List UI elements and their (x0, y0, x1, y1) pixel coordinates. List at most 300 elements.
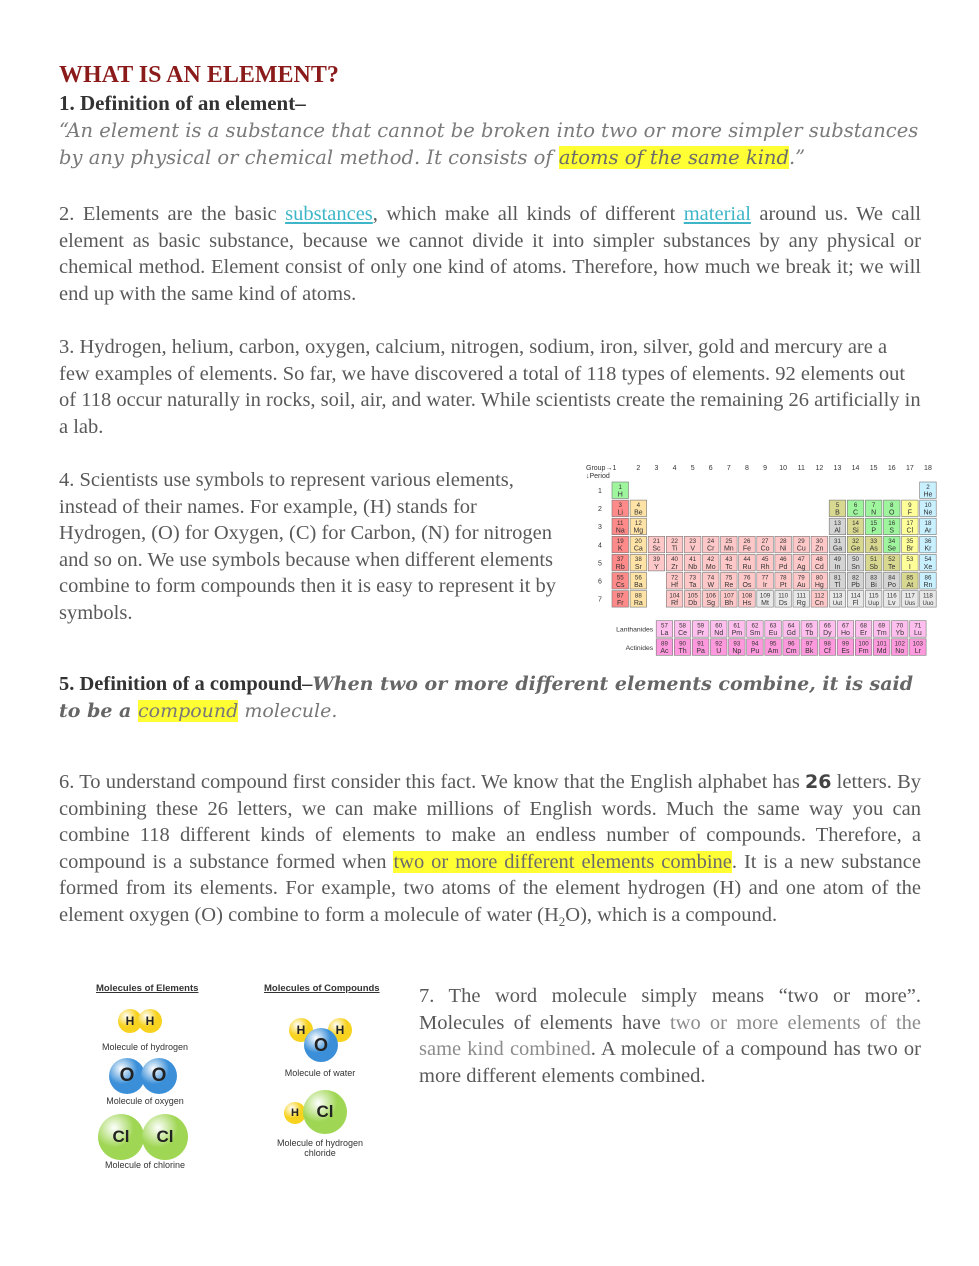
element-symbol: Sc (652, 545, 661, 553)
quote-text: “An element is a substance that cannot be broken into two or more simpler substances by any physical or chemical method. It consists of (59, 119, 919, 169)
atomic-number: 54 (924, 556, 932, 564)
molecules-figure (90, 980, 390, 1180)
element-symbol: S (889, 527, 895, 535)
atomic-number: 70 (896, 622, 904, 630)
element-symbol: Al (834, 527, 841, 535)
element-symbol: Ag (796, 563, 806, 571)
group-number: 9 (763, 465, 768, 472)
element-symbol: Er (860, 630, 868, 638)
p6-text-a: 6. To understand compound first consider this fact. We know that the English alphabet has (59, 771, 805, 793)
group-number: 12 (815, 465, 824, 472)
element-symbol: Ti (671, 545, 678, 553)
atomic-number: 72 (671, 574, 678, 582)
atomic-number: 50 (852, 556, 859, 564)
element-symbol: Be (634, 509, 643, 517)
atomic-number: 59 (697, 622, 705, 630)
element-symbol: Bk (805, 648, 814, 656)
element-symbol: Xe (923, 563, 933, 571)
element-symbol: Na (615, 527, 625, 535)
element-symbol: Bi (870, 581, 877, 589)
element-symbol: Lr (914, 648, 921, 656)
atomic-number: 114 (850, 592, 861, 600)
atomic-number: 30 (815, 538, 823, 546)
element-symbol: Cf (823, 648, 831, 656)
element-symbol: Sb (869, 563, 878, 571)
atomic-number: 109 (759, 592, 771, 600)
element-symbol: Li (617, 509, 623, 517)
p4-text: 4. Scientists use symbols to represent various elements, instead of their names. For example, (H) stands for Hydrogen, (O) for Oxygen, (C) for Carbon, (N) for nitrogen and so on. We use symbols because when different elements combine to form compounds then it is easy to represent it by symbols. (59, 469, 557, 624)
period-label: ↓Period (586, 473, 610, 480)
atomic-number: 61 (733, 622, 741, 630)
atomic-number: 73 (689, 574, 697, 582)
element-symbol: Hs (742, 600, 752, 607)
compound-highlight: compound (137, 699, 239, 722)
chlorine-atom: Cl (142, 1114, 188, 1160)
hydrogen-caption: Molecule of hydrogen (101, 1042, 189, 1052)
group-number: 16 (887, 465, 896, 472)
element-symbol: Cs (615, 581, 625, 589)
element-symbol: Cn (814, 600, 824, 607)
group-number: 11 (797, 465, 805, 472)
material-link[interactable]: material (683, 203, 751, 225)
substances-link[interactable]: substances (285, 203, 373, 225)
element-symbol: Ge (850, 545, 861, 553)
atomic-number: 71 (914, 622, 922, 630)
element-symbol: Mt (761, 600, 769, 607)
group-number: 13 (833, 465, 842, 472)
element-symbol: Mn (723, 545, 734, 553)
element-symbol: C (853, 509, 859, 517)
atomic-number: 116 (886, 592, 897, 600)
p2-text-b: , which make all kinds of different (372, 203, 684, 225)
element-symbol: K (617, 545, 623, 553)
atomic-number: 14 (852, 520, 859, 527)
atomic-number: 87 (616, 592, 624, 600)
element-symbol: Re (724, 581, 734, 589)
atomic-number: 77 (761, 574, 769, 582)
atomic-number: 100 (858, 640, 869, 648)
atomic-number: 10 (924, 501, 932, 509)
atomic-number: 89 (661, 640, 668, 648)
atomic-number: 66 (823, 622, 831, 630)
p2-text-a: 2. Elements are the basic (59, 203, 286, 225)
element-symbol: Cu (796, 545, 806, 553)
p2-text-c: around us. We call element as basic substance, because we cannot divide it into simpler substances by any physical or chemical method. Element consist of only one kind of atoms. Therefore, how much we break it; we will end up with the same kind of atoms. (59, 203, 921, 305)
atomic-number: 55 (616, 574, 624, 582)
hydrogen-atom: H (284, 1102, 306, 1124)
atomic-number: 29 (797, 538, 805, 546)
period-number: 6 (598, 578, 602, 586)
molecules-of-elements-heading: Molecules of Elements (96, 983, 199, 994)
element-symbol: Np (732, 648, 742, 656)
element-symbol: Am (767, 648, 779, 656)
molecules-of-compounds-heading: Molecules of Compounds (264, 983, 380, 994)
atomic-number: 31 (834, 538, 841, 546)
atomic-number: 13 (834, 520, 841, 527)
atomic-number: 40 (671, 556, 678, 564)
element-symbol: Si (852, 527, 859, 535)
atomic-number: 115 (868, 592, 879, 600)
element-symbol: Br (906, 545, 914, 553)
atomic-number: 80 (815, 574, 823, 582)
compound-definition-label: 5. Definition of a compound– (59, 673, 313, 695)
group-number: 15 (869, 465, 878, 472)
element-symbol: I (908, 563, 911, 571)
atomic-number: 12 (634, 520, 642, 527)
element-symbol: Ar (924, 527, 932, 535)
atomic-number: 81 (834, 574, 841, 582)
element-symbol: Sn (851, 563, 860, 571)
element-symbol: As (869, 545, 878, 553)
element-symbol: Uup (868, 601, 880, 607)
atomic-number: 110 (778, 592, 789, 600)
element-symbol: Uus (904, 601, 916, 607)
element-symbol: Hg (814, 581, 824, 589)
element-symbol: V (690, 545, 695, 553)
element-symbol: Se (887, 545, 897, 553)
element-symbol: Rg (796, 600, 806, 607)
atomic-number: 53 (906, 556, 914, 564)
element-symbol: Ba (634, 581, 643, 589)
element-symbol: Rb (615, 563, 625, 571)
atomic-number: 64 (787, 622, 795, 630)
atomic-number: 67 (842, 622, 849, 630)
atomic-number: 11 (617, 520, 624, 527)
atomic-number: 7 (871, 501, 876, 509)
p6-highlight: two or more different elements combine (393, 850, 732, 873)
element-symbol: Au (796, 581, 806, 589)
p6-text-d: O), which is a compound. (565, 903, 778, 926)
element-symbol: W (707, 581, 715, 589)
atomic-number: 8 (890, 501, 894, 509)
atomic-number: 108 (741, 592, 753, 600)
p3-text: 3. Hydrogen, helium, carbon, oxygen, calcium, nitrogen, sodium, iron, silver, gold and mercury are a few examples of elements. So far, we have discovered a total of 118 types of elements. 92 elements out of 118 occur naturally in rocks, soil, air, and water. While scientists create the remaining 26 artificially in a lab. (59, 336, 921, 438)
element-symbol: Rn (923, 581, 933, 589)
element-symbol: Mg (633, 527, 644, 535)
p7-text-b: . A molecule of a compound has two or more different elements combined. (419, 1038, 921, 1087)
element-symbol: Pm (731, 630, 743, 638)
hydrogen-atom: H (138, 1009, 162, 1033)
atomic-number: 46 (779, 556, 787, 564)
hydrogen-atom: H (328, 1018, 352, 1042)
element-symbol: Pr (697, 630, 705, 638)
atomic-number: 4 (636, 501, 641, 509)
element-symbol: Ho (840, 630, 850, 638)
element-symbol: In (834, 563, 841, 571)
atomic-number: 97 (805, 640, 813, 648)
atomic-number: 75 (725, 574, 733, 582)
compound-definition-text: When two or more different elements combine, it is said to be a (59, 673, 914, 722)
number-26: 26 (805, 771, 832, 793)
element-symbol: Bh (724, 600, 734, 607)
water-caption: Molecule of water (284, 1068, 356, 1078)
element-symbol: Pt (779, 581, 787, 589)
element-symbol: Ta (688, 581, 697, 589)
atomic-number: 3 (618, 501, 622, 509)
element-symbol: Fl (852, 600, 859, 607)
group-number: 5 (690, 465, 695, 472)
paragraph-5 (59, 671, 921, 724)
atomic-number: 63 (769, 622, 777, 630)
atomic-number: 23 (689, 538, 697, 546)
element-symbol: Rh (760, 563, 770, 571)
heading-block (59, 60, 921, 171)
atomic-number: 22 (671, 538, 678, 546)
element-symbol: Pb (851, 581, 860, 589)
period-number: 1 (598, 488, 602, 495)
hcl-caption: Molecule of hydrogen chloride (276, 1138, 364, 1158)
atomic-number: 60 (715, 622, 723, 630)
group-number: 2 (636, 465, 641, 472)
element-symbol: Fe (742, 545, 752, 553)
element-symbol: Ga (832, 545, 843, 553)
paragraph-7 (419, 983, 921, 1089)
element-symbol: Dy (823, 630, 832, 638)
atomic-number: 45 (761, 556, 769, 564)
atomic-number: 15 (870, 520, 878, 527)
element-symbol: Tl (834, 581, 841, 589)
element-symbol: Cm (785, 648, 797, 656)
element-symbol: Ra (633, 600, 643, 607)
atomic-number: 48 (815, 556, 823, 564)
chlorine-atom: Cl (303, 1090, 347, 1134)
atomic-number: 118 (923, 592, 933, 600)
atomic-number: 117 (904, 592, 915, 600)
paragraph-4 (59, 467, 559, 627)
atomic-number: 85 (906, 574, 914, 582)
atomic-number: 19 (616, 538, 624, 546)
element-symbol: Gd (786, 630, 796, 638)
element-symbol: Nb (688, 563, 698, 571)
element-symbol: No (895, 648, 905, 656)
atomic-number: 91 (697, 640, 705, 648)
atomic-number: 20 (634, 538, 642, 546)
atomic-number: 79 (797, 574, 805, 582)
element-symbol: Tm (876, 630, 887, 638)
atomic-number: 90 (679, 640, 686, 648)
atomic-number: 17 (906, 520, 914, 527)
group-number: 7 (726, 465, 731, 472)
element-symbol: Ds (778, 600, 788, 607)
element-symbol: Zr (671, 563, 678, 571)
page-title: WHAT IS AN ELEMENT? (59, 62, 339, 88)
element-symbol: Ni (779, 545, 787, 553)
atomic-number: 52 (888, 556, 896, 564)
atomic-number: 51 (870, 556, 878, 564)
period-number: 5 (598, 560, 602, 568)
element-symbol: H (617, 491, 623, 499)
oxygen-caption: Molecule of oxygen (106, 1096, 184, 1106)
group-number: 17 (905, 465, 914, 472)
actinides-label: Actinides (625, 644, 654, 652)
atomic-number: 9 (908, 501, 912, 509)
atomic-number: 76 (743, 574, 751, 582)
atomic-number: 25 (725, 538, 733, 546)
element-symbol: Rf (671, 600, 679, 607)
element-symbol: Fm (858, 648, 869, 656)
atomic-number: 62 (751, 622, 759, 630)
atomic-number: 38 (634, 556, 642, 564)
element-symbol: Pd (778, 563, 788, 571)
atomic-number: 6 (853, 501, 858, 509)
element-symbol: Ac (660, 648, 669, 656)
atomic-number: 43 (725, 556, 733, 564)
element-symbol: Mo (705, 563, 716, 571)
atomic-number: 34 (888, 538, 896, 546)
atomic-number: 93 (733, 640, 741, 648)
atomic-number: 101 (876, 640, 887, 648)
atomic-number: 35 (906, 538, 914, 546)
lanthanides-label: Lanthanides (616, 626, 654, 634)
period-number: 2 (598, 506, 602, 514)
atomic-number: 57 (661, 622, 668, 630)
atomic-number: 68 (860, 622, 867, 630)
group-label: Group→1 (586, 465, 617, 472)
oxygen-atom: O (109, 1058, 145, 1094)
quote-highlight: atoms of the same kind (558, 146, 789, 169)
element-symbol: Co (760, 545, 770, 553)
element-symbol: Lv (888, 600, 896, 607)
element-symbol: O (889, 509, 895, 517)
element-symbol: La (660, 630, 669, 638)
element-symbol: Fr (616, 600, 624, 607)
element-definition-heading: 1. Definition of an element– (59, 91, 306, 115)
oxygen-atom: O (304, 1028, 338, 1062)
element-symbol: Lu (913, 630, 922, 638)
element-symbol: Yb (895, 630, 905, 638)
atomic-number: 98 (823, 640, 831, 648)
atomic-number: 84 (888, 574, 896, 582)
atomic-number: 104 (669, 592, 680, 600)
element-symbol: Zn (815, 545, 824, 553)
element-symbol: Sr (634, 563, 642, 571)
element-symbol: Uuo (922, 601, 934, 607)
element-symbol: Cl (906, 527, 914, 535)
element-symbol: N (871, 509, 877, 517)
paragraph-6 (59, 769, 921, 936)
element-symbol: Hf (671, 581, 679, 589)
atomic-number: 49 (834, 556, 841, 564)
element-symbol: Ce (678, 630, 688, 638)
element-symbol: Th (678, 648, 687, 656)
atomic-number: 83 (870, 574, 878, 582)
element-symbol: He (923, 491, 933, 499)
element-symbol: Kr (924, 545, 932, 553)
element-symbol: Ru (742, 563, 752, 571)
atomic-number: 86 (924, 574, 932, 582)
atomic-number: 26 (743, 538, 751, 546)
p7-text-a: 7. The word molecule simply means “two or more”. Molecules of elements have (419, 985, 921, 1034)
element-symbol: Eu (768, 630, 778, 638)
atomic-number: 5 (835, 501, 840, 509)
atomic-number: 82 (852, 574, 859, 582)
atomic-number: 112 (814, 592, 825, 600)
element-symbol: Sm (749, 630, 761, 638)
paragraph-3 (59, 334, 921, 440)
atomic-number: 44 (743, 556, 751, 564)
element-symbol: Po (887, 581, 897, 589)
atomic-number: 27 (761, 538, 769, 546)
atomic-number: 1 (618, 483, 622, 491)
element-symbol: Y (654, 563, 659, 571)
atomic-number: 37 (616, 556, 624, 564)
atomic-number: 69 (878, 622, 886, 630)
atomic-number: 105 (687, 592, 698, 600)
paragraph-2 (59, 201, 921, 307)
p6-text-b: letters. By combining these 26 letters, we can make millions of English words. Much the same way you can combine 118 different kinds of elements to make an endless number of compounds. Therefore, a compound is a substance formed when (59, 771, 921, 873)
element-symbol: Tc (725, 563, 733, 571)
element-symbol: F (907, 509, 912, 517)
element-definition-quote (59, 117, 921, 171)
atomic-number: 2 (926, 483, 930, 491)
group-number: 18 (924, 465, 932, 472)
atomic-number: 111 (796, 592, 806, 600)
atomic-number: 28 (779, 538, 787, 546)
group-number: 10 (779, 465, 788, 472)
compound-definition-end: molecule. (238, 699, 338, 722)
atomic-number: 88 (634, 592, 642, 600)
period-number: 3 (598, 524, 602, 532)
atomic-number: 103 (912, 640, 924, 648)
atomic-number: 106 (705, 592, 716, 600)
element-symbol: Es (841, 648, 850, 656)
atomic-number: 36 (924, 538, 932, 546)
quote-end: .” (788, 146, 806, 169)
atomic-number: 95 (769, 640, 777, 648)
group-number: 6 (708, 465, 713, 472)
hydrogen-atom: H (118, 1009, 142, 1033)
hydrogen-atom: H (289, 1018, 313, 1042)
element-symbol: Ne (923, 509, 933, 517)
p7-gray-text: two or more elements of the same kind combined (419, 1011, 921, 1061)
atomic-number: 58 (679, 622, 686, 630)
atomic-number: 41 (689, 556, 697, 564)
chlorine-caption: Molecule of chlorine (104, 1160, 186, 1170)
atomic-number: 24 (707, 538, 715, 546)
atomic-number: 32 (852, 538, 859, 546)
group-number: 3 (654, 465, 659, 472)
periodic-table-svg (586, 462, 941, 658)
atomic-number: 16 (888, 520, 896, 527)
element-symbol: P (871, 527, 876, 535)
group-number: 14 (851, 465, 860, 472)
element-symbol: Os (742, 581, 752, 589)
element-symbol: Sg (706, 600, 716, 607)
atomic-number: 102 (894, 640, 905, 648)
element-symbol: Uut (832, 601, 843, 607)
atomic-number: 56 (634, 574, 642, 582)
atomic-number: 74 (707, 574, 715, 582)
atomic-number: 47 (797, 556, 805, 564)
atomic-number: 78 (779, 574, 787, 582)
element-symbol: Te (888, 563, 896, 571)
atomic-number: 65 (805, 622, 813, 630)
group-number: 8 (744, 465, 749, 472)
period-number: 7 (598, 596, 602, 604)
element-symbol: Tb (805, 630, 814, 638)
atomic-number: 39 (653, 556, 660, 564)
chlorine-atom: Cl (98, 1114, 144, 1160)
element-symbol: Ca (633, 545, 643, 553)
atomic-number: 96 (787, 640, 795, 648)
atomic-number: 94 (751, 640, 759, 648)
element-symbol: Pu (750, 648, 760, 656)
element-symbol: U (716, 648, 722, 656)
element-symbol: Pa (696, 648, 705, 656)
atomic-number: 92 (715, 640, 723, 648)
element-symbol: Cr (707, 545, 715, 553)
group-number: 4 (672, 465, 677, 472)
